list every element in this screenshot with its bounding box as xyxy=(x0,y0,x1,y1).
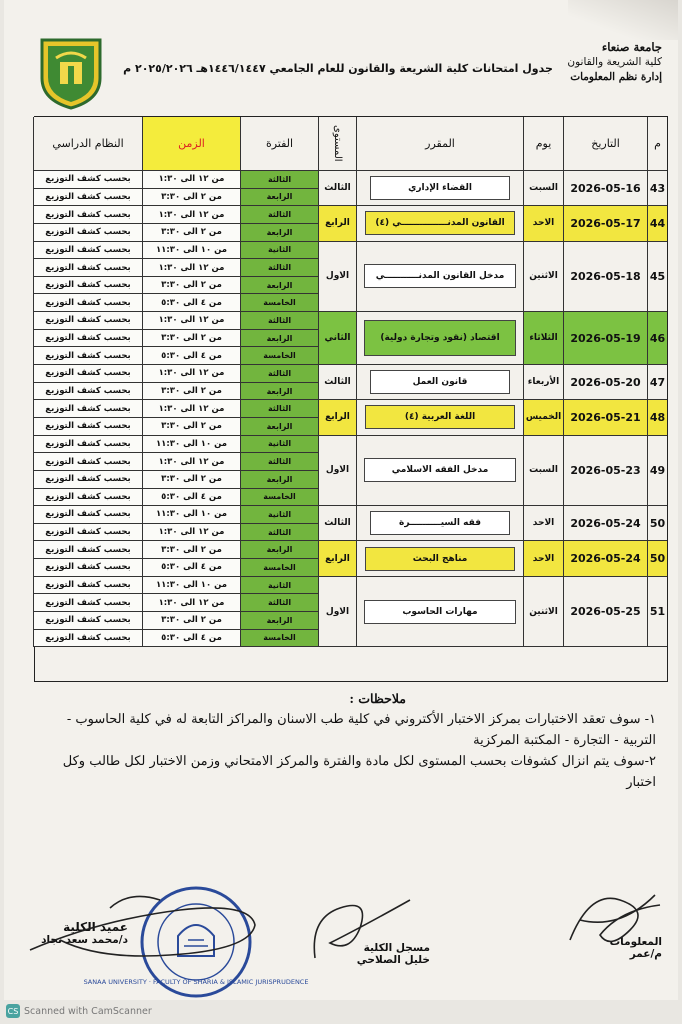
period-cell: الثالثة xyxy=(240,171,318,189)
period-cell: الرابعة xyxy=(240,224,318,242)
scanner-label: Scanned with CamScanner xyxy=(24,1005,152,1017)
system-cell: بحسب كشف التوزيع xyxy=(33,506,142,524)
exam-level: الاول xyxy=(318,577,356,648)
exam-level: الاول xyxy=(318,436,356,507)
exam-number: 48 xyxy=(647,400,667,435)
system-cell: بحسب كشف التوزيع xyxy=(33,242,142,260)
exam-number: 49 xyxy=(647,436,667,507)
exam-date: 2026-05-24 xyxy=(563,541,647,576)
period-cell: الخامسة xyxy=(240,347,318,365)
system-cell: بحسب كشف التوزيع xyxy=(33,471,142,489)
time-cell: من ٢ الى ٣:٣٠ xyxy=(142,189,240,207)
exam-subject: مدخل الفقه الاسلامي xyxy=(364,458,516,482)
exam-subject: القانون المدنـــــــــــــــي (٤) xyxy=(365,211,515,235)
info-signature-block xyxy=(572,936,662,960)
system-cell: بحسب كشف التوزيع xyxy=(33,383,142,401)
exam-subject: قانون العمل xyxy=(370,370,510,394)
exam-subject: القضاء الإداري xyxy=(370,176,510,200)
time-cell: من ٤ الى ٥:٣٠ xyxy=(142,294,240,312)
period-cell: الرابعة xyxy=(240,330,318,348)
period-cell: الخامسة xyxy=(240,630,318,648)
exam-level: الرابع xyxy=(318,400,356,435)
header-time: الزمن xyxy=(142,117,240,171)
header-subject: المقرر xyxy=(356,117,523,171)
time-cell: من ١٢ الى ١:٣٠ xyxy=(142,400,240,418)
registrar-name: خليل الصلاحي xyxy=(356,954,430,966)
system-cell: بحسب كشف التوزيع xyxy=(33,524,142,542)
period-cell: الخامسة xyxy=(240,489,318,507)
period-cell: الرابعة xyxy=(240,418,318,436)
exam-level: الثالث xyxy=(318,365,356,400)
system-cell: بحسب كشف التوزيع xyxy=(33,206,142,224)
exam-date: 2026-05-21 xyxy=(563,400,647,435)
note-item: ١- سوف تعقد الاختبارات بمركز الاختبار الأكتروني في كلية طب الاسنان والمراكز التابعة له في كلية الحاسوب - التربية - التجارة - المكتبة المركزية xyxy=(66,712,656,748)
time-cell: من ١٢ الى ١:٣٠ xyxy=(142,453,240,471)
period-cell: الثانية xyxy=(240,506,318,524)
camscanner-logo-icon: CS xyxy=(6,1004,20,1018)
exam-subject: اللغة العربية (٤) xyxy=(365,405,515,429)
header-date: التاريخ xyxy=(563,117,647,171)
exam-subject: مهارات الحاسوب xyxy=(364,600,516,624)
exam-subject: اقتصاد (نقود وتجارة دولية) xyxy=(364,320,516,356)
period-cell: الثالثة xyxy=(240,312,318,330)
period-cell: الخامسة xyxy=(240,294,318,312)
header-day: يوم xyxy=(523,117,563,171)
exam-subject-cell xyxy=(356,365,523,400)
stamp-text: SANAA UNIVERSITY · FACULTY OF SHARIA & ISLAMIC JURISPRUDENCE xyxy=(83,978,309,986)
system-cell: بحسب كشف التوزيع xyxy=(33,630,142,648)
time-cell: من ٤ الى ٥:٣٠ xyxy=(142,630,240,648)
exam-date: 2026-05-24 xyxy=(563,506,647,541)
page-fold-shadow xyxy=(568,0,678,40)
period-cell: الرابعة xyxy=(240,612,318,630)
time-cell: من ٢ الى ٣:٣٠ xyxy=(142,418,240,436)
time-cell: من ١٠ الى ١١:٣٠ xyxy=(142,506,240,524)
exam-day: الخميس xyxy=(523,400,563,435)
system-cell: بحسب كشف التوزيع xyxy=(33,365,142,383)
system-cell: بحسب كشف التوزيع xyxy=(33,577,142,595)
dean-title: عميد الكلية xyxy=(63,920,128,934)
exam-day: الاحد xyxy=(523,206,563,241)
system-cell: بحسب كشف التوزيع xyxy=(33,489,142,507)
time-cell: من ١٢ الى ١:٣٠ xyxy=(142,259,240,277)
time-cell: من ٢ الى ٣:٣٠ xyxy=(142,612,240,630)
system-cell: بحسب كشف التوزيع xyxy=(33,330,142,348)
exam-date: 2026-05-18 xyxy=(563,242,647,313)
exam-level: الثالث xyxy=(318,171,356,206)
period-cell: الثالثة xyxy=(240,365,318,383)
info-title: المعلومات xyxy=(609,936,662,948)
time-cell: من ١٢ الى ١:٣٠ xyxy=(142,171,240,189)
system-cell: بحسب كشف التوزيع xyxy=(33,259,142,277)
registrar-signature-block xyxy=(350,942,430,966)
system-cell: بحسب كشف التوزيع xyxy=(33,277,142,295)
time-cell: من ٢ الى ٣:٣٠ xyxy=(142,541,240,559)
exam-date: 2026-05-20 xyxy=(563,365,647,400)
system-cell: بحسب كشف التوزيع xyxy=(33,347,142,365)
header-level: المستوى xyxy=(318,117,356,171)
exam-number: 46 xyxy=(647,312,667,365)
exam-date: 2026-05-16 xyxy=(563,171,647,206)
department-name: إدارة نظم المعلومات xyxy=(570,71,662,83)
university-name: جامعة صنعاء xyxy=(601,40,662,54)
time-cell: من ٢ الى ٣:٣٠ xyxy=(142,224,240,242)
exam-subject-cell xyxy=(356,312,523,365)
exam-number: 45 xyxy=(647,242,667,313)
exam-number: 50 xyxy=(647,541,667,576)
dean-name: د/محمد سعد نجاد xyxy=(41,934,128,946)
exam-number: 51 xyxy=(647,577,667,648)
period-cell: الرابعة xyxy=(240,383,318,401)
exam-subject: فقه السيــــــــــرة xyxy=(370,511,510,535)
time-cell: من ٤ الى ٥:٣٠ xyxy=(142,559,240,577)
exam-subject-cell xyxy=(356,400,523,435)
exam-schedule-table xyxy=(34,116,668,682)
dean-signature-block xyxy=(12,920,128,946)
exam-subject-cell xyxy=(356,577,523,648)
exam-day: الاثنين xyxy=(523,577,563,648)
period-cell: الثانية xyxy=(240,242,318,260)
time-cell: من ٢ الى ٣:٣٠ xyxy=(142,330,240,348)
system-cell: بحسب كشف التوزيع xyxy=(33,436,142,454)
period-cell: الرابعة xyxy=(240,541,318,559)
exam-day: الاثنين xyxy=(523,242,563,313)
period-cell: الخامسة xyxy=(240,559,318,577)
system-cell: بحسب كشف التوزيع xyxy=(33,594,142,612)
notes-section xyxy=(46,688,656,793)
period-cell: الثالثة xyxy=(240,594,318,612)
time-cell: من ١٢ الى ١:٣٠ xyxy=(142,594,240,612)
system-cell: بحسب كشف التوزيع xyxy=(33,400,142,418)
period-cell: الثالثة xyxy=(240,453,318,471)
time-cell: من ١٠ الى ١١:٣٠ xyxy=(142,436,240,454)
time-cell: من ٤ الى ٥:٣٠ xyxy=(142,347,240,365)
exam-date: 2026-05-17 xyxy=(563,206,647,241)
exam-level: الثاني xyxy=(318,312,356,365)
info-name: م/عمر xyxy=(629,948,662,960)
system-cell: بحسب كشف التوزيع xyxy=(33,171,142,189)
system-cell: بحسب كشف التوزيع xyxy=(33,312,142,330)
exam-number: 43 xyxy=(647,171,667,206)
page-title: جدول امتحانات كلية الشريعة والقانون للعام الجامعي ١٤٤٦/١٤٤٧هـ ٢٠٢٥/٢٠٢٦ م xyxy=(123,62,553,75)
exam-subject-cell xyxy=(356,541,523,576)
exam-level: الرابع xyxy=(318,541,356,576)
period-cell: الثانية xyxy=(240,577,318,595)
exam-day: الاحد xyxy=(523,541,563,576)
scanner-watermark xyxy=(6,1004,152,1018)
time-cell: من ١٠ الى ١١:٣٠ xyxy=(142,577,240,595)
system-cell: بحسب كشف التوزيع xyxy=(33,453,142,471)
exam-number: 44 xyxy=(647,206,667,241)
time-cell: من ٢ الى ٣:٣٠ xyxy=(142,471,240,489)
system-cell: بحسب كشف التوزيع xyxy=(33,189,142,207)
registrar-title: مسجل الكلية xyxy=(363,942,430,954)
header-num: م xyxy=(647,117,667,171)
exam-subject: مدخل القانون المدنـــــــــــي xyxy=(364,264,516,288)
period-cell: الرابعة xyxy=(240,189,318,207)
header-system: النظام الدراسي xyxy=(33,117,142,171)
exam-date: 2026-05-23 xyxy=(563,436,647,507)
exam-number: 50 xyxy=(647,506,667,541)
exam-level: الرابع xyxy=(318,206,356,241)
header-period: الفترة xyxy=(240,117,318,171)
period-cell: الرابعة xyxy=(240,277,318,295)
period-cell: الثالثة xyxy=(240,400,318,418)
period-cell: الثالثة xyxy=(240,206,318,224)
period-cell: الثالثة xyxy=(240,259,318,277)
faculty-name: كلية الشريعة والقانون xyxy=(567,56,662,68)
time-cell: من ١٢ الى ١:٣٠ xyxy=(142,365,240,383)
exam-day: الأربعاء xyxy=(523,365,563,400)
system-cell: بحسب كشف التوزيع xyxy=(33,418,142,436)
exam-subject-cell xyxy=(356,171,523,206)
exam-day: الثلاثاء xyxy=(523,312,563,365)
exam-day: السبت xyxy=(523,436,563,507)
exam-subject-cell xyxy=(356,436,523,507)
period-cell: الثانية xyxy=(240,436,318,454)
university-logo-icon xyxy=(38,34,104,110)
system-cell: بحسب كشف التوزيع xyxy=(33,294,142,312)
exam-subject-cell xyxy=(356,506,523,541)
exam-date: 2026-05-25 xyxy=(563,577,647,648)
exam-number: 47 xyxy=(647,365,667,400)
system-cell: بحسب كشف التوزيع xyxy=(33,612,142,630)
exam-day: الاحد xyxy=(523,506,563,541)
system-cell: بحسب كشف التوزيع xyxy=(33,541,142,559)
note-item: ٢-سوف يتم انزال كشوفات بحسب المستوى لكل مادة والفترة والمركز الامتحاني وزمن الاختبار لكل طالب وكل اختبار xyxy=(62,754,656,790)
system-cell: بحسب كشف التوزيع xyxy=(33,559,142,577)
system-cell: بحسب كشف التوزيع xyxy=(33,224,142,242)
period-cell: الثالثة xyxy=(240,524,318,542)
exam-subject: مناهج البحث xyxy=(365,547,515,571)
time-cell: من ٢ الى ٣:٣٠ xyxy=(142,383,240,401)
exam-level: الثالث xyxy=(318,506,356,541)
notes-heading: ملاحظات : xyxy=(349,691,406,706)
time-cell: من ٢ الى ٣:٣٠ xyxy=(142,277,240,295)
exam-subject-cell xyxy=(356,206,523,241)
time-cell: من ١٢ الى ١:٣٠ xyxy=(142,524,240,542)
exam-level: الاول xyxy=(318,242,356,313)
exam-subject-cell xyxy=(356,242,523,313)
time-cell: من ٤ الى ٥:٣٠ xyxy=(142,489,240,507)
time-cell: من ١٢ الى ١:٣٠ xyxy=(142,206,240,224)
exam-date: 2026-05-19 xyxy=(563,312,647,365)
period-cell: الرابعة xyxy=(240,471,318,489)
exam-day: السبت xyxy=(523,171,563,206)
time-cell: من ١٠ الى ١١:٣٠ xyxy=(142,242,240,260)
time-cell: من ١٢ الى ١:٣٠ xyxy=(142,312,240,330)
